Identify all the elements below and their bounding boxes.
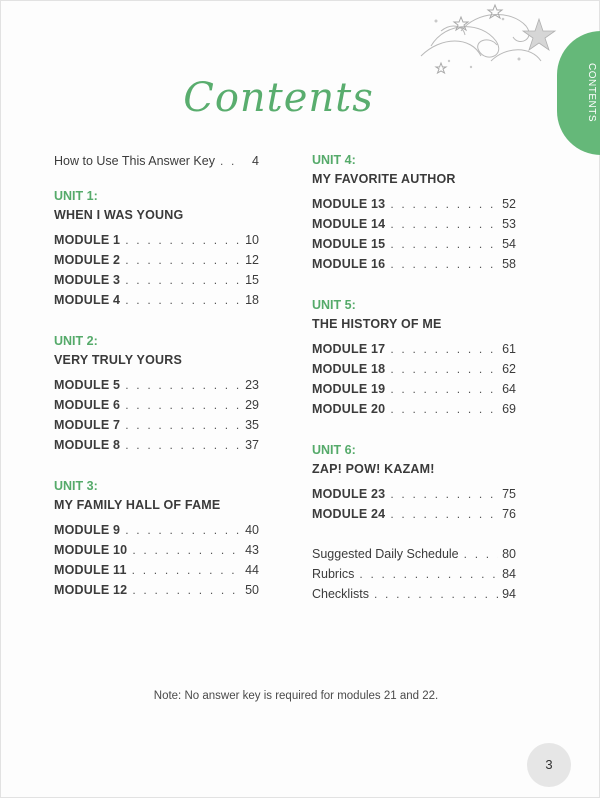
dot-leader: [132, 560, 241, 580]
toc-entry-module-6[interactable]: [54, 395, 259, 415]
section-tab-label: CONTENTS: [586, 63, 597, 122]
toc-entry-label: MODULE 18: [312, 362, 386, 376]
toc-entry-module-19[interactable]: [312, 379, 516, 399]
dot-leader: [390, 379, 498, 399]
toc-entry-module-12[interactable]: [54, 580, 259, 600]
toc-right-column: [312, 151, 516, 604]
toc-entry-module-20[interactable]: [312, 399, 516, 419]
toc-entry-module-23[interactable]: [312, 484, 516, 504]
toc-entry-module-15[interactable]: [312, 234, 516, 254]
toc-entry-label: MODULE 4: [54, 293, 121, 307]
toc-entry-page: 61: [502, 342, 516, 356]
toc-entry-page: 53: [502, 217, 516, 231]
toc-entry-label: Checklists: [312, 587, 369, 601]
dot-leader: [390, 254, 498, 274]
toc-entry-page: 4: [252, 154, 259, 168]
toc-entry-label: MODULE 14: [312, 217, 386, 231]
unit-6-label: UNIT 6:: [312, 443, 356, 457]
toc-entry-label: MODULE 16: [312, 257, 386, 271]
unit-2-label: UNIT 2:: [54, 334, 98, 348]
unit-5-label: UNIT 5:: [312, 298, 356, 312]
toc-entry-page: 94: [502, 587, 516, 601]
dot-leader: [390, 194, 498, 214]
dot-leader: [390, 214, 498, 234]
toc-entry-label: MODULE 8: [54, 438, 121, 452]
toc-entry-module-17[interactable]: [312, 339, 516, 359]
toc-entry-module-16[interactable]: [312, 254, 516, 274]
toc-entry-page: 50: [245, 583, 259, 597]
toc-entry-page: 12: [245, 253, 259, 267]
toc-entry-page: 69: [502, 402, 516, 416]
dot-leader: [390, 234, 498, 254]
toc-entry-page: 18: [245, 293, 259, 307]
toc-entry-label: MODULE 12: [54, 583, 128, 597]
dot-leader: [125, 520, 241, 540]
toc-entry-label: MODULE 23: [312, 487, 386, 501]
dot-leader: [132, 580, 241, 600]
toc-entry-page: 52: [502, 197, 516, 211]
toc-entry-label: MODULE 19: [312, 382, 386, 396]
toc-entry-page: 76: [502, 507, 516, 521]
toc-entry-intro[interactable]: [54, 151, 259, 171]
toc-entry-label: MODULE 5: [54, 378, 121, 392]
toc-entry-label: MODULE 15: [312, 237, 386, 251]
toc-entry-label: MODULE 7: [54, 418, 121, 432]
toc-entry-page: 29: [245, 398, 259, 412]
toc-entry-label: MODULE 13: [312, 197, 386, 211]
dot-leader: [464, 544, 498, 564]
toc-entry-label: MODULE 1: [54, 233, 121, 247]
toc-entry-module-4[interactable]: [54, 290, 259, 310]
toc-entry-daily-schedule[interactable]: [312, 544, 516, 564]
toc-entry-label: How to Use This Answer Key: [54, 154, 215, 168]
toc-entry-module-1[interactable]: [54, 230, 259, 250]
toc-entry-module-10[interactable]: [54, 540, 259, 560]
toc-entry-page: 75: [502, 487, 516, 501]
toc-entry-module-11[interactable]: [54, 560, 259, 580]
dot-leader: [390, 504, 498, 524]
toc-entry-module-24[interactable]: [312, 504, 516, 524]
unit-1-label: UNIT 1:: [54, 189, 98, 203]
dot-leader: [390, 399, 498, 419]
dot-leader: [359, 564, 498, 584]
toc-left-column: [54, 151, 259, 600]
toc-entry-label: MODULE 20: [312, 402, 386, 416]
toc-entry-module-2[interactable]: [54, 250, 259, 270]
toc-entry-rubrics[interactable]: [312, 564, 516, 584]
toc-entry-page: 84: [502, 567, 516, 581]
toc-entry-page: 44: [245, 563, 259, 577]
unit-3-title: MY FAMILY HALL OF FAME: [54, 498, 221, 512]
dot-leader: [125, 230, 241, 250]
toc-entry-page: 80: [502, 547, 516, 561]
toc-entry-module-14[interactable]: [312, 214, 516, 234]
dot-leader: [125, 270, 241, 290]
toc-entry-label: Suggested Daily Schedule: [312, 547, 459, 561]
unit-5-title: THE HISTORY OF ME: [312, 317, 442, 331]
dot-leader: [125, 395, 241, 415]
toc-entry-module-9[interactable]: [54, 520, 259, 540]
dot-leader: [390, 359, 498, 379]
toc-entry-module-3[interactable]: [54, 270, 259, 290]
page-number: 3: [545, 757, 553, 772]
dot-leader: [125, 290, 241, 310]
star-swirl-ornament-icon: [401, 1, 561, 81]
toc-entry-page: 23: [245, 378, 259, 392]
unit-4-label: UNIT 4:: [312, 153, 356, 167]
toc-entry-label: MODULE 24: [312, 507, 386, 521]
toc-entry-page: 64: [502, 382, 516, 396]
dot-leader: [390, 339, 498, 359]
unit-1-title: WHEN I WAS YOUNG: [54, 208, 184, 222]
toc-entry-page: 54: [502, 237, 516, 251]
unit-4-title: MY FAVORITE AUTHOR: [312, 172, 456, 186]
page-title: Contents: [183, 75, 374, 121]
unit-3-label: UNIT 3:: [54, 479, 98, 493]
dot-leader: [125, 415, 241, 435]
toc-entry-page: 40: [245, 523, 259, 537]
dot-leader: [132, 540, 241, 560]
dot-leader: [125, 375, 241, 395]
dot-leader: [125, 250, 241, 270]
toc-entry-page: 10: [245, 233, 259, 247]
toc-entry-page: 37: [245, 438, 259, 452]
toc-entry-label: MODULE 10: [54, 543, 128, 557]
dot-leader: [390, 484, 498, 504]
footnote: Note: No answer key is required for modules 21 and 22.: [153, 690, 439, 702]
dot-leader: [220, 151, 241, 171]
dot-leader: [374, 584, 498, 604]
toc-entry-label: MODULE 2: [54, 253, 121, 267]
toc-entry-checklists[interactable]: [312, 584, 516, 604]
toc-entry-module-18[interactable]: [312, 359, 516, 379]
toc-entry-module-5[interactable]: [54, 375, 259, 395]
toc-entry-module-7[interactable]: [54, 415, 259, 435]
unit-2-title: VERY TRULY YOURS: [54, 353, 183, 367]
toc-entry-page: 15: [245, 273, 259, 287]
dot-leader: [125, 435, 241, 455]
toc-entry-page: 35: [245, 418, 259, 432]
unit-6-title: ZAP! POW! KAZAM!: [312, 462, 435, 476]
toc-entry-page: 58: [502, 257, 516, 271]
toc-entry-label: MODULE 3: [54, 273, 121, 287]
toc-entry-label: MODULE 6: [54, 398, 121, 412]
toc-entry-page: 43: [245, 543, 259, 557]
toc-entry-label: Rubrics: [312, 567, 355, 581]
toc-entry-label: MODULE 11: [54, 563, 127, 577]
toc-entry-label: MODULE 9: [54, 523, 121, 537]
toc-entry-module-8[interactable]: [54, 435, 259, 455]
toc-entry-page: 62: [502, 362, 516, 376]
toc-entry-module-13[interactable]: [312, 194, 516, 214]
toc-entry-label: MODULE 17: [312, 342, 386, 356]
